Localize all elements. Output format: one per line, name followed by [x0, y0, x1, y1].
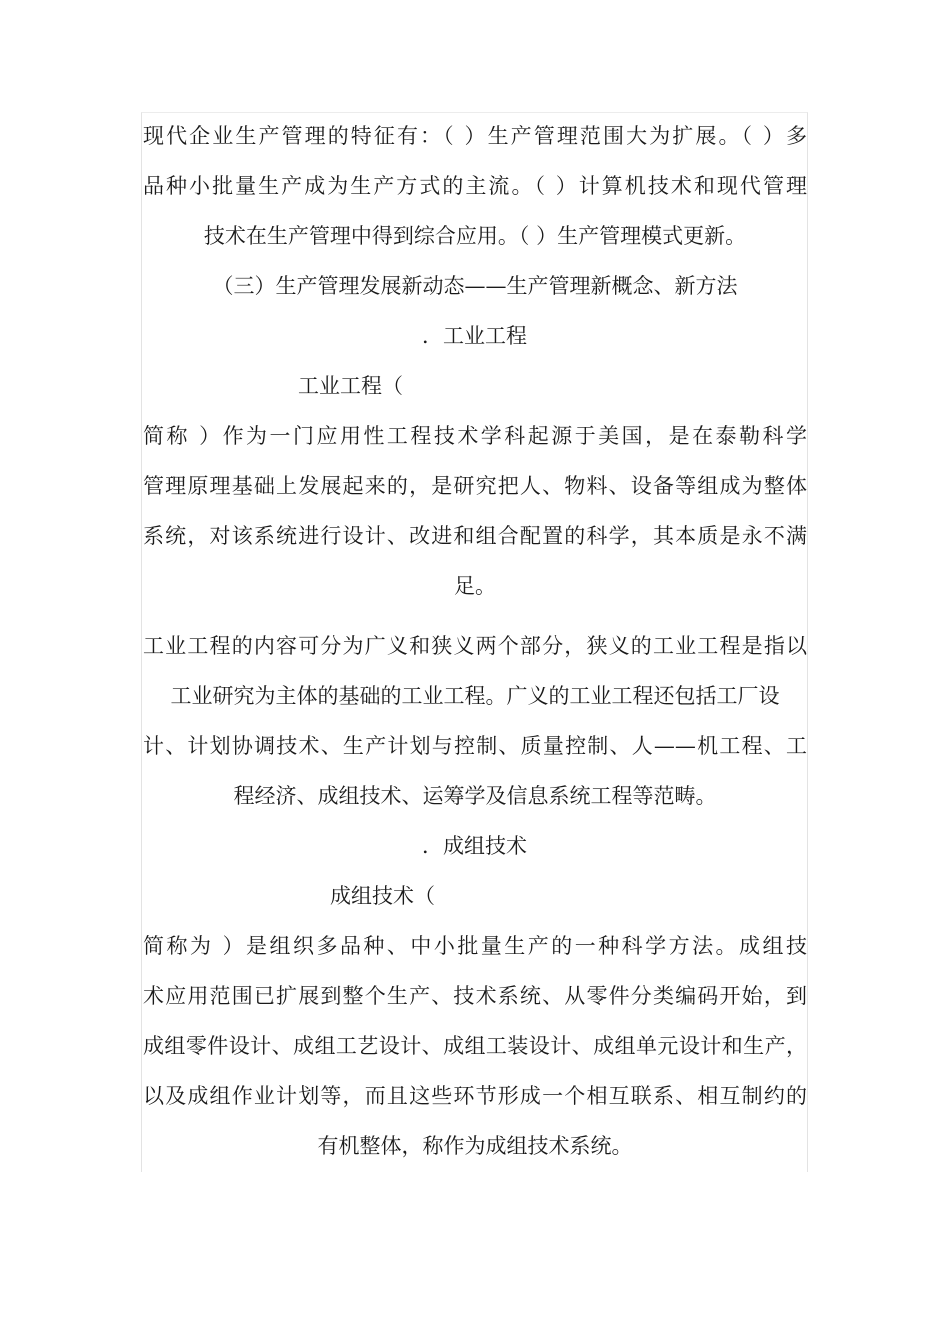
- ie-intro: 工业工程（: [298, 374, 403, 398]
- paragraph-4-line-5: 有机整体，称作为成组技术系统。: [317, 1134, 633, 1158]
- item-1-heading: ．工业工程: [422, 324, 527, 348]
- paragraph-4-line-1: 简称为 ）是组织多品种、中小批量生产的一种科学方法。成组技: [143, 934, 807, 958]
- paragraph-2-line-3: 系统，对该系统进行设计、改进和组合配置的科学，其本质是永不满: [143, 524, 807, 548]
- paragraph-1-line-2: 品种小批量生产成为生产方式的主流。（ ）计算机技术和现代管理: [143, 174, 807, 198]
- paragraph-4-line-4: 以及成组作业计划等，而且这些环节形成一个相互联系、相互制约的: [143, 1084, 807, 1108]
- paragraph-2-line-1: 简称 ）作为一门应用性工程技术学科起源于美国，是在泰勒科学: [143, 424, 807, 448]
- paragraph-3-line-1: 工业工程的内容可分为广义和狭义两个部分，狭义的工业工程是指以: [143, 634, 807, 658]
- section-3-heading: （三）生产管理发展新动态——生产管理新概念、新方法: [212, 274, 738, 298]
- paragraph-2-line-4: 足。: [454, 574, 496, 598]
- paragraph-2-line-2: 管理原理基础上发展起来的，是研究把人、物料、设备等组成为整体: [143, 474, 807, 498]
- paragraph-1-line-3: 技术在生产管理中得到综合应用。（ ）生产管理模式更新。: [203, 224, 747, 248]
- paragraph-3-line-2: 工业研究为主体的基础的工业工程。广义的工业工程还包括工厂设: [170, 684, 780, 708]
- paragraph-1-line-1: 现代企业生产管理的特征有：（ ）生产管理范围大为扩展。（ ）多: [143, 124, 807, 148]
- paragraph-4-line-2: 术应用范围已扩展到整个生产、技术系统、从零件分类编码开始，到: [143, 984, 807, 1008]
- gt-intro: 成组技术（: [330, 884, 435, 908]
- item-2-heading: ．成组技术: [422, 834, 527, 858]
- paragraph-3-line-4: 程经济、成组技术、运筹学及信息系统工程等范畴。: [233, 784, 717, 808]
- paragraph-3-line-3: 计、计划协调技术、生产计划与控制、质量控制、人——机工程、工: [143, 734, 807, 758]
- paragraph-4-line-3: 成组零件设计、成组工艺设计、成组工装设计、成组单元设计和生产，: [143, 1034, 807, 1058]
